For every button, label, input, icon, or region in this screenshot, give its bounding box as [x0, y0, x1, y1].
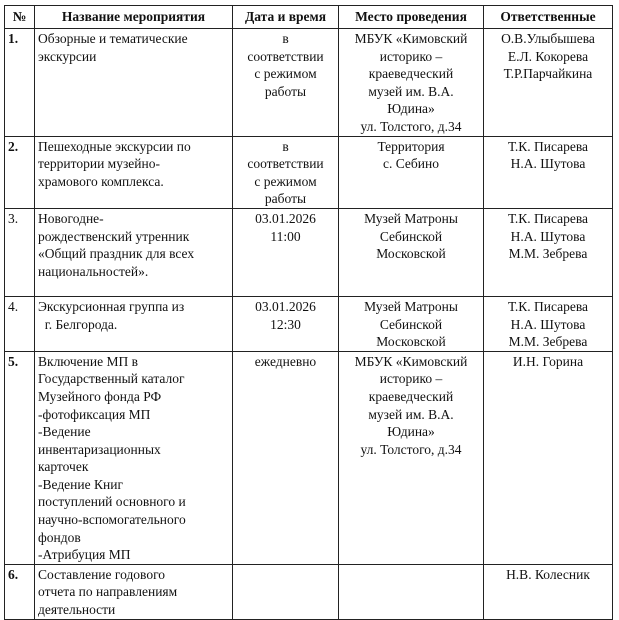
venue-cell [339, 29, 484, 137]
event-name-line: -Атрибуция МП [38, 547, 131, 563]
event-name-cell [35, 29, 233, 137]
date-time-line: в [282, 31, 289, 46]
date-time-line: соответствии [247, 156, 324, 172]
table-row [5, 296, 613, 351]
venue-line: Себинской [379, 316, 443, 332]
venue-line: ул. Толстого, д.34 [360, 118, 462, 134]
date-time-line: работы [264, 191, 307, 207]
event-name-line: деятельности [38, 602, 116, 618]
event-name-line: Составление годового [38, 566, 166, 582]
event-name-line: отчета по направлениям [38, 584, 178, 600]
venue-line: историко – [379, 48, 443, 64]
date-time-cell [233, 296, 339, 351]
date-time-line: 03.01.2026 [255, 298, 316, 314]
date-time-line: ежедневно [254, 353, 317, 369]
event-name-cell [35, 351, 233, 564]
date-time-line: 03.01.2026 [255, 210, 316, 226]
responsible-line: Т.К. Писарева [507, 210, 589, 226]
event-name-line: рождественский утренник [38, 228, 190, 244]
date-time-line: в [282, 138, 289, 154]
event-name-cell [35, 296, 233, 351]
header-number: № [5, 6, 35, 29]
event-name-line: карточек [38, 459, 89, 475]
table-row [5, 208, 613, 296]
date-time-line: работы [264, 83, 307, 99]
venue-line: музей им. В.А. [368, 406, 454, 422]
row-number-cell: 4. [5, 296, 35, 351]
venue-line: музей им. В.А. [368, 83, 454, 99]
event-name-line: Музейного фонда РФ [38, 388, 162, 404]
venue-cell [339, 564, 484, 619]
header-venue: Место проведения [339, 6, 484, 29]
event-name-line: Обзорные и тематические [38, 31, 188, 46]
responsible-line: Н.А. Шутова [510, 228, 586, 244]
venue-line: МБУК «Кимовский [354, 31, 468, 46]
responsible-cell [484, 296, 613, 351]
responsible-line: Н.В. Колесник [506, 566, 590, 582]
row-number-cell: 6. [5, 564, 35, 619]
header-responsible: Ответственные [484, 6, 613, 29]
header-date-time: Дата и время [233, 6, 339, 29]
responsible-line: М.М. Зебрева [508, 246, 588, 262]
table-header-row [5, 6, 613, 29]
event-name-line: национальностей». [38, 263, 149, 279]
venue-line: краеведческий [368, 388, 454, 404]
table-row [5, 29, 613, 137]
date-time-cell [233, 208, 339, 296]
row-number-cell: 5. [5, 351, 35, 564]
venue-cell [339, 208, 484, 296]
event-name-line: Новогодне- [38, 210, 104, 226]
venue-line: Музей Матроны [364, 210, 458, 226]
event-name-line: «Общий праздник для всех [38, 246, 195, 262]
responsible-line: Н.А. Шутова [510, 316, 586, 332]
date-time-cell [233, 564, 339, 619]
table-row [5, 564, 613, 619]
event-name-line: -Ведение Книг [38, 476, 123, 492]
venue-line: краеведческий [368, 66, 454, 82]
date-time-line: 11:00 [270, 228, 301, 244]
date-time-line: соответствии [247, 48, 324, 64]
venue-line: ул. Толстого, д.34 [360, 441, 462, 457]
table-row [5, 136, 613, 208]
event-name-line: г. Белгорода. [38, 316, 118, 332]
venue-line: Юдина» [387, 424, 435, 440]
venue-line: Московской [376, 246, 446, 262]
responsible-line: М.М. Зебрева [508, 334, 588, 350]
responsible-line: О.В.Улыбышева [501, 31, 595, 46]
row-number-cell: 3. [5, 208, 35, 296]
date-time-line: с режимом [254, 66, 317, 82]
date-time-cell [233, 29, 339, 137]
venue-line: историко – [379, 371, 443, 387]
row-number-cell: 1. [5, 29, 35, 137]
event-name-line: фондов [38, 529, 81, 545]
venue-cell [339, 296, 484, 351]
event-name-line: Экскурсионная группа из [38, 298, 185, 314]
venue-cell [339, 351, 484, 564]
responsible-cell [484, 29, 613, 137]
events-table [4, 5, 613, 620]
header-event-name: Название мероприятия [35, 6, 233, 29]
responsible-line: Н.А. Шутова [510, 156, 586, 172]
venue-line: Юдина» [387, 101, 435, 117]
table-row [5, 351, 613, 564]
date-time-line: 12:30 [270, 316, 301, 332]
venue-line: Московской [376, 334, 446, 350]
event-name-line: -фотофиксация МП [38, 406, 151, 422]
responsible-line: Т.Р.Парчайкина [503, 66, 593, 82]
event-name-line: территории музейно- [38, 156, 160, 172]
event-name-line: Государственный каталог [38, 371, 185, 387]
date-time-line: с режимом [254, 173, 317, 189]
row-number-cell: 2. [5, 136, 35, 208]
event-name-cell [35, 208, 233, 296]
event-name-line: -Ведение [38, 424, 91, 440]
responsible-line: И.Н. Горина [512, 353, 584, 369]
responsible-cell [484, 208, 613, 296]
date-time-cell [233, 351, 339, 564]
event-name-line: инвентаризационных [38, 441, 161, 457]
venue-line: Себинской [379, 228, 443, 244]
event-name-line: экскурсии [38, 48, 97, 64]
venue-line: Музей Матроны [364, 298, 458, 314]
event-name-line: научно-вспомогательного [38, 512, 186, 528]
responsible-cell [484, 351, 613, 564]
responsible-line: Т.К. Писарева [507, 298, 589, 314]
venue-line: с. Себино [383, 156, 439, 172]
event-name-line: поступлений основного и [38, 494, 186, 510]
event-name-line: храмового комплекса. [38, 173, 164, 189]
responsible-line: Е.Л. Кокорева [507, 48, 589, 64]
responsible-line: Т.К. Писарева [507, 138, 589, 154]
event-name-line: Пешеходные экскурсии по [38, 138, 191, 154]
event-name-cell [35, 564, 233, 619]
venue-line: Территория [377, 138, 445, 154]
venue-line: МБУК «Кимовский [354, 353, 468, 369]
responsible-cell [484, 136, 613, 208]
venue-cell [339, 136, 484, 208]
event-name-cell [35, 136, 233, 208]
table-body [5, 29, 613, 620]
event-name-line: Включение МП в [38, 353, 138, 369]
responsible-cell [484, 564, 613, 619]
date-time-cell [233, 136, 339, 208]
